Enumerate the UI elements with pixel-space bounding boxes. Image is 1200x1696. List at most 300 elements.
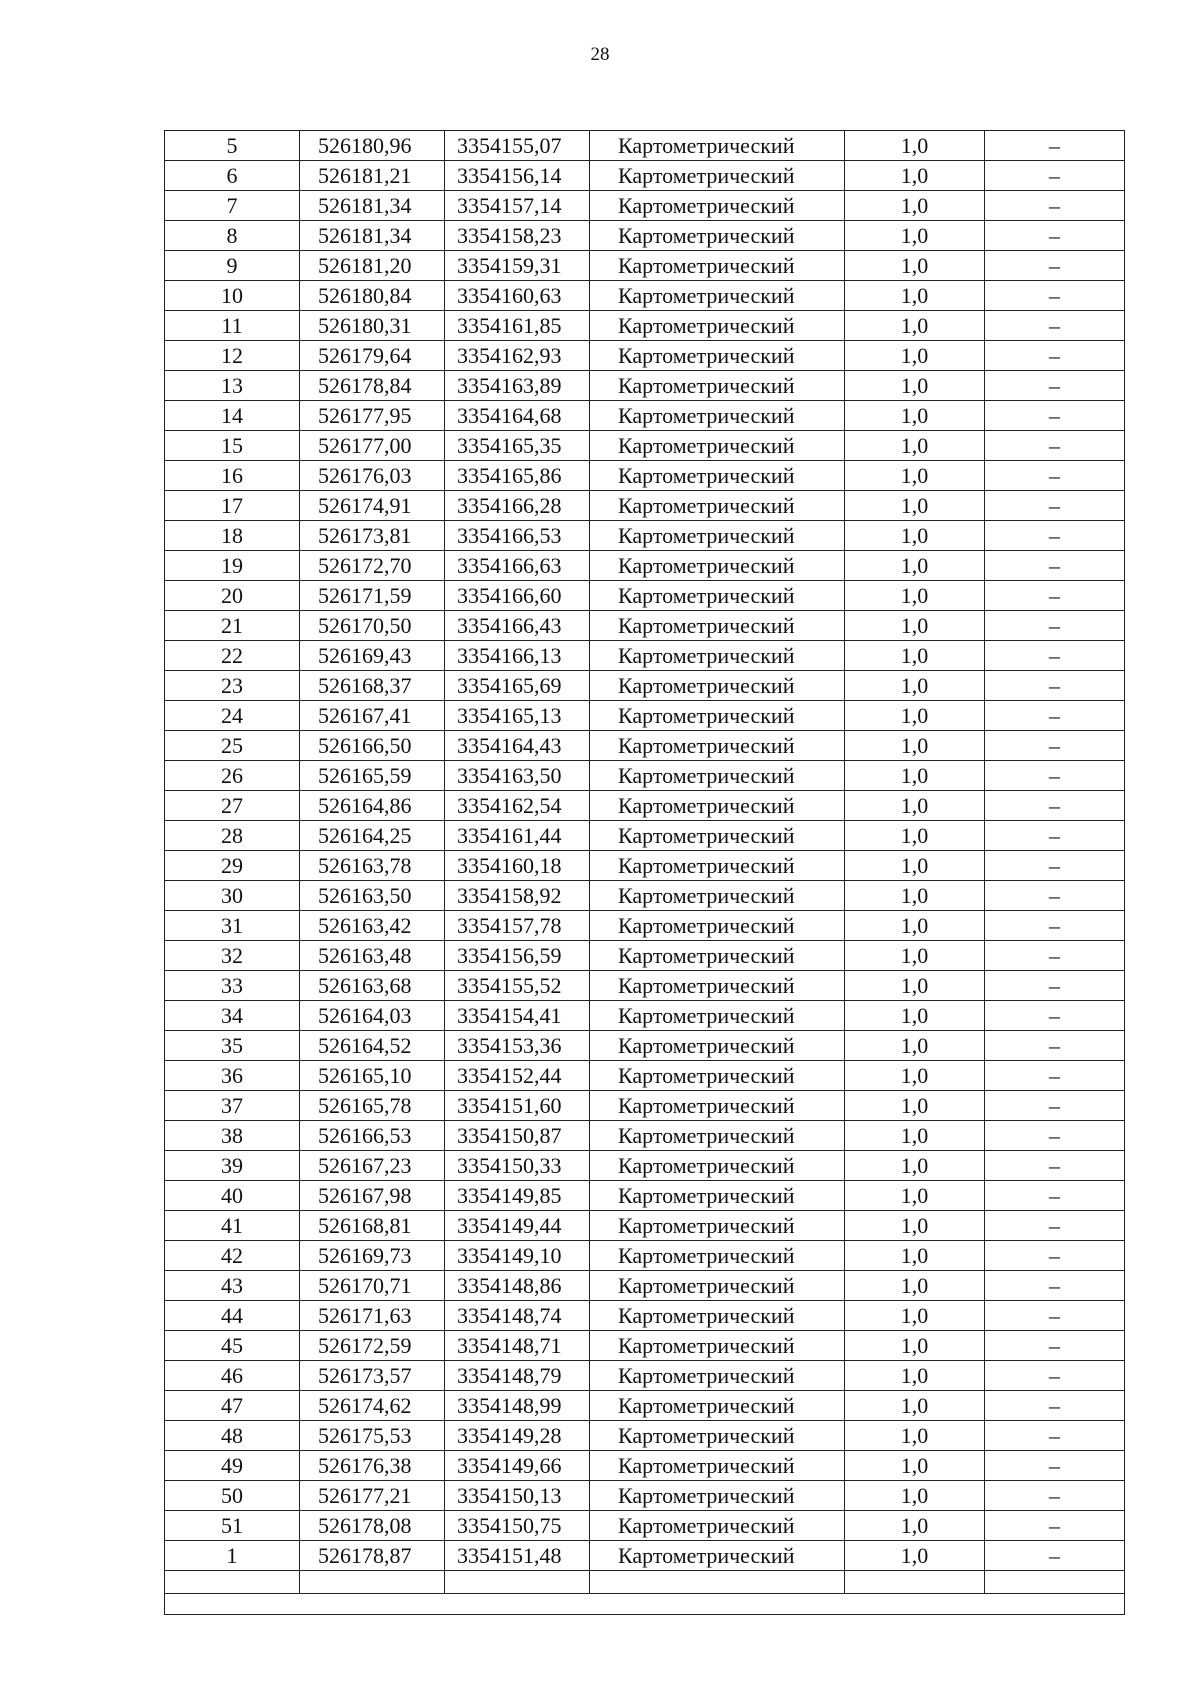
- accuracy-cell: 1,0: [845, 581, 985, 611]
- y-coordinate-cell: 3354166,28: [445, 491, 590, 521]
- note-cell: –: [985, 461, 1125, 491]
- method-cell: Картометрический: [590, 881, 845, 911]
- point-number-cell: 15: [165, 431, 300, 461]
- empty-cell: [445, 1571, 590, 1594]
- table-row: [165, 221, 1125, 251]
- note-cell: –: [985, 521, 1125, 551]
- y-coordinate-cell: 3354165,13: [445, 701, 590, 731]
- y-coordinate-cell: 3354154,41: [445, 1001, 590, 1031]
- method-cell: Картометрический: [590, 851, 845, 881]
- point-number-cell: 35: [165, 1031, 300, 1061]
- table-row: [165, 461, 1125, 491]
- table-row: [165, 581, 1125, 611]
- method-cell: Картометрический: [590, 161, 845, 191]
- y-coordinate-cell: 3354155,52: [445, 971, 590, 1001]
- point-number-cell: 11: [165, 311, 300, 341]
- method-cell: Картометрический: [590, 911, 845, 941]
- point-number-cell: 7: [165, 191, 300, 221]
- accuracy-cell: 1,0: [845, 401, 985, 431]
- accuracy-cell: 1,0: [845, 281, 985, 311]
- note-cell: –: [985, 551, 1125, 581]
- table-row: [165, 791, 1125, 821]
- accuracy-cell: 1,0: [845, 971, 985, 1001]
- note-cell: –: [985, 1301, 1125, 1331]
- table-row: [165, 671, 1125, 701]
- accuracy-cell: 1,0: [845, 1391, 985, 1421]
- point-number-cell: 32: [165, 941, 300, 971]
- x-coordinate-cell: 526178,87: [300, 1541, 445, 1571]
- x-coordinate-cell: 526171,59: [300, 581, 445, 611]
- table-row: [165, 1121, 1125, 1151]
- table-row: [165, 161, 1125, 191]
- accuracy-cell: 1,0: [845, 311, 985, 341]
- table-row: [165, 401, 1125, 431]
- point-number-cell: 51: [165, 1511, 300, 1541]
- y-coordinate-cell: 3354165,35: [445, 431, 590, 461]
- method-cell: Картометрический: [590, 1211, 845, 1241]
- table-row: [165, 1511, 1125, 1541]
- point-number-cell: 12: [165, 341, 300, 371]
- accuracy-cell: 1,0: [845, 1181, 985, 1211]
- method-cell: Картометрический: [590, 1121, 845, 1151]
- table-row: [165, 761, 1125, 791]
- x-coordinate-cell: 526178,84: [300, 371, 445, 401]
- point-number-cell: 21: [165, 611, 300, 641]
- x-coordinate-cell: 526163,68: [300, 971, 445, 1001]
- method-cell: Картометрический: [590, 431, 845, 461]
- y-coordinate-cell: 3354156,14: [445, 161, 590, 191]
- table-row: [165, 191, 1125, 221]
- method-cell: Картометрический: [590, 551, 845, 581]
- y-coordinate-cell: 3354162,54: [445, 791, 590, 821]
- table-row: [165, 281, 1125, 311]
- method-cell: Картометрический: [590, 1001, 845, 1031]
- table-row: [165, 731, 1125, 761]
- accuracy-cell: 1,0: [845, 521, 985, 551]
- method-cell: Картометрический: [590, 1361, 845, 1391]
- y-coordinate-cell: 3354150,13: [445, 1481, 590, 1511]
- note-cell: –: [985, 821, 1125, 851]
- y-coordinate-cell: 3354166,13: [445, 641, 590, 671]
- y-coordinate-cell: 3354151,60: [445, 1091, 590, 1121]
- x-coordinate-cell: 526181,34: [300, 221, 445, 251]
- x-coordinate-cell: 526181,21: [300, 161, 445, 191]
- table-row: [165, 1241, 1125, 1271]
- empty-cell: [845, 1571, 985, 1594]
- table-row: [165, 341, 1125, 371]
- method-cell: Картометрический: [590, 1091, 845, 1121]
- y-coordinate-cell: 3354157,14: [445, 191, 590, 221]
- point-number-cell: 19: [165, 551, 300, 581]
- accuracy-cell: 1,0: [845, 1451, 985, 1481]
- x-coordinate-cell: 526177,00: [300, 431, 445, 461]
- note-cell: –: [985, 1241, 1125, 1271]
- method-cell: Картометрический: [590, 1181, 845, 1211]
- note-cell: –: [985, 341, 1125, 371]
- accuracy-cell: 1,0: [845, 1271, 985, 1301]
- x-coordinate-cell: 526167,23: [300, 1151, 445, 1181]
- empty-cell: [300, 1571, 445, 1594]
- note-cell: –: [985, 161, 1125, 191]
- method-cell: Картометрический: [590, 371, 845, 401]
- point-number-cell: 25: [165, 731, 300, 761]
- table-row: [165, 551, 1125, 581]
- coordinates-table-body: [165, 131, 1125, 1615]
- y-coordinate-cell: 3354164,43: [445, 731, 590, 761]
- method-cell: Картометрический: [590, 491, 845, 521]
- accuracy-cell: 1,0: [845, 1031, 985, 1061]
- y-coordinate-cell: 3354150,75: [445, 1511, 590, 1541]
- note-cell: –: [985, 851, 1125, 881]
- method-cell: Картометрический: [590, 731, 845, 761]
- method-cell: Картометрический: [590, 1541, 845, 1571]
- point-number-cell: 16: [165, 461, 300, 491]
- x-coordinate-cell: 526176,03: [300, 461, 445, 491]
- point-number-cell: 31: [165, 911, 300, 941]
- note-cell: –: [985, 1421, 1125, 1451]
- note-cell: –: [985, 311, 1125, 341]
- table-row: [165, 1031, 1125, 1061]
- accuracy-cell: 1,0: [845, 131, 985, 161]
- table-row: [165, 1541, 1125, 1571]
- point-number-cell: 24: [165, 701, 300, 731]
- method-cell: Картометрический: [590, 1241, 845, 1271]
- note-cell: –: [985, 1181, 1125, 1211]
- table-row: [165, 521, 1125, 551]
- table-row: [165, 971, 1125, 1001]
- note-cell: –: [985, 1061, 1125, 1091]
- empty-row: [165, 1571, 1125, 1594]
- point-number-cell: 6: [165, 161, 300, 191]
- y-coordinate-cell: 3354165,69: [445, 671, 590, 701]
- note-cell: –: [985, 401, 1125, 431]
- accuracy-cell: 1,0: [845, 911, 985, 941]
- y-coordinate-cell: 3354155,07: [445, 131, 590, 161]
- note-cell: –: [985, 731, 1125, 761]
- note-cell: –: [985, 791, 1125, 821]
- method-cell: Картометрический: [590, 1031, 845, 1061]
- y-coordinate-cell: 3354152,44: [445, 1061, 590, 1091]
- x-coordinate-cell: 526163,42: [300, 911, 445, 941]
- y-coordinate-cell: 3354149,28: [445, 1421, 590, 1451]
- x-coordinate-cell: 526164,52: [300, 1031, 445, 1061]
- y-coordinate-cell: 3354161,85: [445, 311, 590, 341]
- method-cell: Картометрический: [590, 1481, 845, 1511]
- y-coordinate-cell: 3354166,43: [445, 611, 590, 641]
- point-number-cell: 43: [165, 1271, 300, 1301]
- point-number-cell: 33: [165, 971, 300, 1001]
- x-coordinate-cell: 526170,71: [300, 1271, 445, 1301]
- x-coordinate-cell: 526173,81: [300, 521, 445, 551]
- accuracy-cell: 1,0: [845, 1541, 985, 1571]
- note-cell: –: [985, 251, 1125, 281]
- table-row: [165, 251, 1125, 281]
- y-coordinate-cell: 3354166,60: [445, 581, 590, 611]
- method-cell: Картометрический: [590, 671, 845, 701]
- x-coordinate-cell: 526181,20: [300, 251, 445, 281]
- y-coordinate-cell: 3354158,92: [445, 881, 590, 911]
- note-cell: –: [985, 1091, 1125, 1121]
- table-row: [165, 431, 1125, 461]
- method-cell: Картометрический: [590, 281, 845, 311]
- accuracy-cell: 1,0: [845, 1511, 985, 1541]
- empty-footer-row: [165, 1594, 1125, 1615]
- method-cell: Картометрический: [590, 1301, 845, 1331]
- empty-cell: [165, 1571, 300, 1594]
- x-coordinate-cell: 526180,96: [300, 131, 445, 161]
- x-coordinate-cell: 526170,50: [300, 611, 445, 641]
- x-coordinate-cell: 526172,59: [300, 1331, 445, 1361]
- y-coordinate-cell: 3354149,85: [445, 1181, 590, 1211]
- accuracy-cell: 1,0: [845, 191, 985, 221]
- coordinates-table: [164, 130, 1125, 1615]
- note-cell: –: [985, 131, 1125, 161]
- note-cell: –: [985, 1121, 1125, 1151]
- method-cell: Картометрический: [590, 401, 845, 431]
- point-number-cell: 10: [165, 281, 300, 311]
- accuracy-cell: 1,0: [845, 1331, 985, 1361]
- note-cell: –: [985, 1451, 1125, 1481]
- accuracy-cell: 1,0: [845, 491, 985, 521]
- accuracy-cell: 1,0: [845, 791, 985, 821]
- point-number-cell: 39: [165, 1151, 300, 1181]
- empty-cell: [590, 1571, 845, 1594]
- table-row: [165, 1061, 1125, 1091]
- note-cell: –: [985, 701, 1125, 731]
- y-coordinate-cell: 3354164,68: [445, 401, 590, 431]
- y-coordinate-cell: 3354150,33: [445, 1151, 590, 1181]
- y-coordinate-cell: 3354149,66: [445, 1451, 590, 1481]
- note-cell: –: [985, 1001, 1125, 1031]
- table-row: [165, 1001, 1125, 1031]
- point-number-cell: 41: [165, 1211, 300, 1241]
- y-coordinate-cell: 3354149,44: [445, 1211, 590, 1241]
- x-coordinate-cell: 526165,78: [300, 1091, 445, 1121]
- x-coordinate-cell: 526166,50: [300, 731, 445, 761]
- x-coordinate-cell: 526174,62: [300, 1391, 445, 1421]
- y-coordinate-cell: 3354148,86: [445, 1271, 590, 1301]
- page-number: 28: [590, 44, 610, 65]
- x-coordinate-cell: 526168,81: [300, 1211, 445, 1241]
- table-row: [165, 491, 1125, 521]
- note-cell: –: [985, 1271, 1125, 1301]
- accuracy-cell: 1,0: [845, 1211, 985, 1241]
- note-cell: –: [985, 761, 1125, 791]
- point-number-cell: 49: [165, 1451, 300, 1481]
- point-number-cell: 36: [165, 1061, 300, 1091]
- accuracy-cell: 1,0: [845, 941, 985, 971]
- y-coordinate-cell: 3354148,71: [445, 1331, 590, 1361]
- point-number-cell: 26: [165, 761, 300, 791]
- note-cell: –: [985, 1481, 1125, 1511]
- accuracy-cell: 1,0: [845, 701, 985, 731]
- note-cell: –: [985, 1151, 1125, 1181]
- accuracy-cell: 1,0: [845, 761, 985, 791]
- y-coordinate-cell: 3354165,86: [445, 461, 590, 491]
- method-cell: Картометрический: [590, 221, 845, 251]
- method-cell: Картометрический: [590, 641, 845, 671]
- accuracy-cell: 1,0: [845, 671, 985, 701]
- table-row: [165, 941, 1125, 971]
- table-row: [165, 311, 1125, 341]
- point-number-cell: 40: [165, 1181, 300, 1211]
- x-coordinate-cell: 526163,78: [300, 851, 445, 881]
- accuracy-cell: 1,0: [845, 1091, 985, 1121]
- y-coordinate-cell: 3354160,18: [445, 851, 590, 881]
- note-cell: –: [985, 1361, 1125, 1391]
- note-cell: –: [985, 971, 1125, 1001]
- table-row: [165, 1301, 1125, 1331]
- y-coordinate-cell: 3354162,93: [445, 341, 590, 371]
- y-coordinate-cell: 3354159,31: [445, 251, 590, 281]
- note-cell: –: [985, 581, 1125, 611]
- table-row: [165, 881, 1125, 911]
- point-number-cell: 28: [165, 821, 300, 851]
- point-number-cell: 50: [165, 1481, 300, 1511]
- method-cell: Картометрический: [590, 1331, 845, 1361]
- point-number-cell: 29: [165, 851, 300, 881]
- point-number-cell: 18: [165, 521, 300, 551]
- x-coordinate-cell: 526168,37: [300, 671, 445, 701]
- table-row: [165, 1271, 1125, 1301]
- table-row: [165, 821, 1125, 851]
- x-coordinate-cell: 526164,86: [300, 791, 445, 821]
- y-coordinate-cell: 3354148,99: [445, 1391, 590, 1421]
- y-coordinate-cell: 3354163,89: [445, 371, 590, 401]
- accuracy-cell: 1,0: [845, 1151, 985, 1181]
- accuracy-cell: 1,0: [845, 1121, 985, 1151]
- y-coordinate-cell: 3354157,78: [445, 911, 590, 941]
- point-number-cell: 48: [165, 1421, 300, 1451]
- point-number-cell: 8: [165, 221, 300, 251]
- point-number-cell: 9: [165, 251, 300, 281]
- method-cell: Картометрический: [590, 131, 845, 161]
- point-number-cell: 27: [165, 791, 300, 821]
- point-number-cell: 14: [165, 401, 300, 431]
- x-coordinate-cell: 526171,63: [300, 1301, 445, 1331]
- point-number-cell: 38: [165, 1121, 300, 1151]
- point-number-cell: 23: [165, 671, 300, 701]
- table-row: [165, 851, 1125, 881]
- table-row: [165, 1361, 1125, 1391]
- accuracy-cell: 1,0: [845, 1481, 985, 1511]
- method-cell: Картометрический: [590, 251, 845, 281]
- accuracy-cell: 1,0: [845, 461, 985, 491]
- accuracy-cell: 1,0: [845, 251, 985, 281]
- table-row: [165, 1451, 1125, 1481]
- y-coordinate-cell: 3354153,36: [445, 1031, 590, 1061]
- method-cell: Картометрический: [590, 311, 845, 341]
- table-row: [165, 1391, 1125, 1421]
- accuracy-cell: 1,0: [845, 881, 985, 911]
- table-row: [165, 701, 1125, 731]
- note-cell: –: [985, 491, 1125, 521]
- table-row: [165, 1211, 1125, 1241]
- note-cell: –: [985, 1031, 1125, 1061]
- point-number-cell: 22: [165, 641, 300, 671]
- note-cell: –: [985, 1541, 1125, 1571]
- note-cell: –: [985, 611, 1125, 641]
- y-coordinate-cell: 3354150,87: [445, 1121, 590, 1151]
- note-cell: –: [985, 941, 1125, 971]
- x-coordinate-cell: 526167,41: [300, 701, 445, 731]
- table-row: [165, 1091, 1125, 1121]
- method-cell: Картометрический: [590, 341, 845, 371]
- x-coordinate-cell: 526180,84: [300, 281, 445, 311]
- point-number-cell: 30: [165, 881, 300, 911]
- y-coordinate-cell: 3354151,48: [445, 1541, 590, 1571]
- accuracy-cell: 1,0: [845, 851, 985, 881]
- note-cell: –: [985, 1211, 1125, 1241]
- x-coordinate-cell: 526165,10: [300, 1061, 445, 1091]
- x-coordinate-cell: 526176,38: [300, 1451, 445, 1481]
- method-cell: Картометрический: [590, 821, 845, 851]
- x-coordinate-cell: 526179,64: [300, 341, 445, 371]
- y-coordinate-cell: 3354156,59: [445, 941, 590, 971]
- accuracy-cell: 1,0: [845, 1361, 985, 1391]
- note-cell: –: [985, 281, 1125, 311]
- x-coordinate-cell: 526177,95: [300, 401, 445, 431]
- table-row: [165, 1331, 1125, 1361]
- method-cell: Картометрический: [590, 611, 845, 641]
- point-number-cell: 46: [165, 1361, 300, 1391]
- table-row: [165, 911, 1125, 941]
- method-cell: Картометрический: [590, 1421, 845, 1451]
- empty-footer-cell: [165, 1594, 1125, 1615]
- note-cell: –: [985, 431, 1125, 461]
- method-cell: Картометрический: [590, 521, 845, 551]
- accuracy-cell: 1,0: [845, 161, 985, 191]
- x-coordinate-cell: 526166,53: [300, 1121, 445, 1151]
- method-cell: Картометрический: [590, 1271, 845, 1301]
- accuracy-cell: 1,0: [845, 1421, 985, 1451]
- x-coordinate-cell: 526164,03: [300, 1001, 445, 1031]
- x-coordinate-cell: 526180,31: [300, 311, 445, 341]
- accuracy-cell: 1,0: [845, 611, 985, 641]
- point-number-cell: 20: [165, 581, 300, 611]
- point-number-cell: 1: [165, 1541, 300, 1571]
- note-cell: –: [985, 1331, 1125, 1361]
- method-cell: Картометрический: [590, 1451, 845, 1481]
- y-coordinate-cell: 3354158,23: [445, 221, 590, 251]
- table-row: [165, 1481, 1125, 1511]
- y-coordinate-cell: 3354160,63: [445, 281, 590, 311]
- method-cell: Картометрический: [590, 761, 845, 791]
- y-coordinate-cell: 3354166,53: [445, 521, 590, 551]
- accuracy-cell: 1,0: [845, 821, 985, 851]
- y-coordinate-cell: 3354166,63: [445, 551, 590, 581]
- method-cell: Картометрический: [590, 791, 845, 821]
- point-number-cell: 37: [165, 1091, 300, 1121]
- note-cell: –: [985, 911, 1125, 941]
- table-row: [165, 1181, 1125, 1211]
- note-cell: –: [985, 641, 1125, 671]
- method-cell: Картометрический: [590, 701, 845, 731]
- table-row: [165, 611, 1125, 641]
- x-coordinate-cell: 526165,59: [300, 761, 445, 791]
- accuracy-cell: 1,0: [845, 371, 985, 401]
- accuracy-cell: 1,0: [845, 1241, 985, 1271]
- table-row: [165, 1151, 1125, 1181]
- point-number-cell: 13: [165, 371, 300, 401]
- table-row: [165, 1421, 1125, 1451]
- x-coordinate-cell: 526169,43: [300, 641, 445, 671]
- x-coordinate-cell: 526167,98: [300, 1181, 445, 1211]
- x-coordinate-cell: 526175,53: [300, 1421, 445, 1451]
- y-coordinate-cell: 3354161,44: [445, 821, 590, 851]
- method-cell: Картометрический: [590, 191, 845, 221]
- table-row: [165, 641, 1125, 671]
